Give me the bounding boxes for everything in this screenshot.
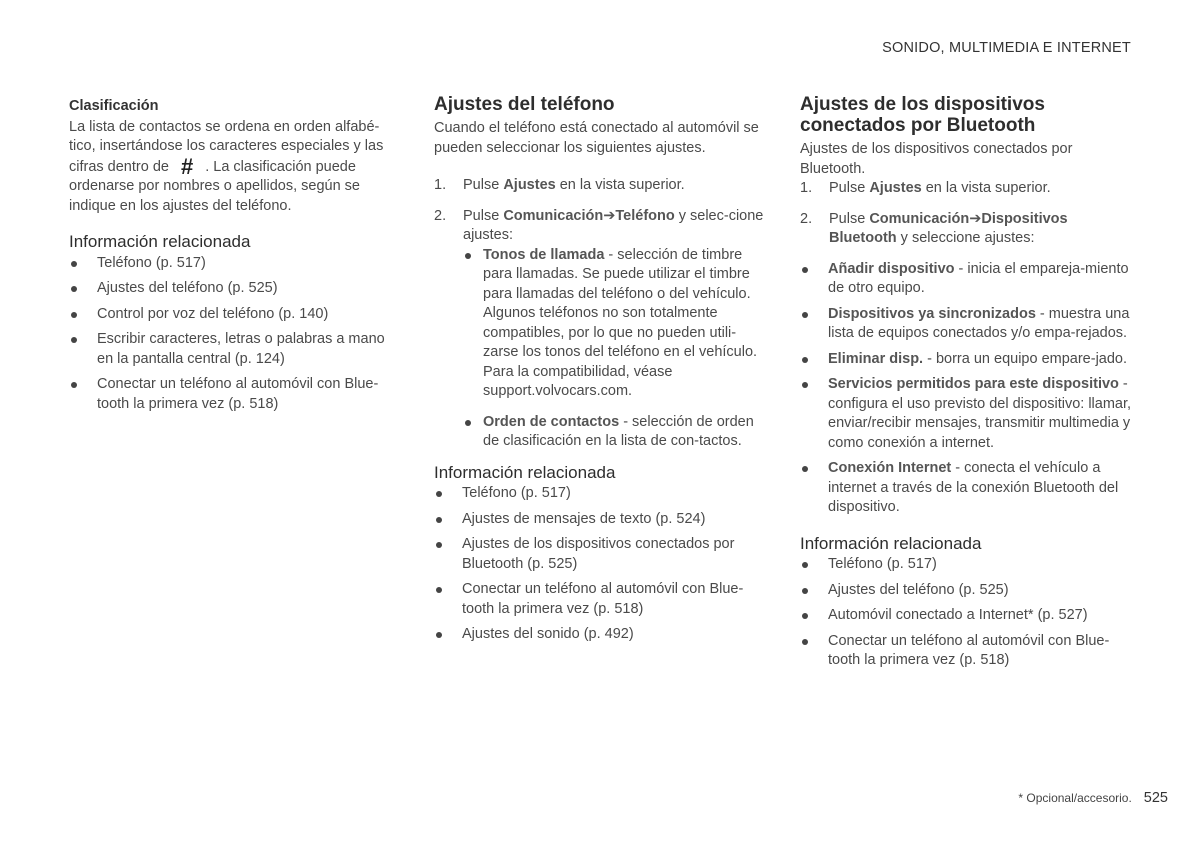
step-text: Pulse — [829, 180, 870, 196]
related-link[interactable]: Ajustes de los dispositivos conectados por Bluetooth (p. 525) — [434, 535, 769, 574]
communication-keyword: Comunicación — [503, 207, 604, 224]
related-link[interactable]: Escribir caracteres, letras o palabras a mano en la pantalla central (p. 124) — [69, 330, 399, 369]
step-number: 2. — [434, 207, 447, 224]
related-heading: Información relacionada — [69, 232, 251, 251]
step-text: Pulse — [829, 210, 870, 227]
bluetooth-settings-steps — [800, 179, 1135, 249]
phone-settings-intro: Cuando el teléfono está conectado al automóvil se pueden seleccionar los siguientes ajustes. — [434, 120, 759, 156]
step-item — [434, 207, 769, 452]
phone-settings-heading: Ajustes del teléfono — [434, 94, 615, 115]
related-link[interactable]: Ajustes del sonido (p. 492) — [434, 625, 769, 645]
phone-keyword: Teléfono — [615, 207, 675, 224]
related-link[interactable]: Teléfono (p. 517) — [800, 555, 1135, 575]
step-item — [800, 210, 1135, 249]
option-keyword: Conexión Internet — [828, 460, 952, 476]
phone-settings-steps — [434, 176, 769, 452]
option-text: - borra un equipo empare-jado. — [923, 350, 1128, 367]
arrow-right-icon: ➔ — [969, 210, 982, 227]
arrow-right-icon: ➔ — [603, 207, 616, 224]
related-link[interactable]: Teléfono (p. 517) — [69, 254, 399, 274]
step-text: en la vista superior. — [921, 180, 1051, 196]
option-text: - inicia el empareja-miento de otro equipo. — [828, 260, 1129, 296]
related-link[interactable]: Ajustes del teléfono (p. 525) — [800, 581, 1135, 601]
related-link[interactable]: Ajustes de mensajes de texto (p. 524) — [434, 510, 769, 530]
step-text: Pulse — [463, 207, 504, 224]
step-text: y selec-cione ajustes: — [463, 207, 764, 243]
communication-keyword: Comunicación — [869, 210, 970, 227]
option-keyword: Tonos de llamada — [483, 246, 605, 263]
column-classification — [69, 94, 399, 420]
related-link[interactable]: Automóvil conectado a Internet* (p. 527) — [800, 606, 1135, 626]
option-keyword: Eliminar disp. — [828, 350, 924, 367]
related-link[interactable]: Conectar un teléfono al automóvil con Blue-tooth la primera vez (p. 518) — [800, 632, 1135, 671]
section-title: SONIDO, MULTIMEDIA E INTERNET — [882, 40, 1131, 56]
option-text: - selección de timbre para llamadas. Se puede utilizar el timbre para llamadas del teléfono o del vehículo. Algunos teléfonos no son totalmente compatibles, por lo que no pueden utili-zarse los tonos del teléfono en el vehículo. Para la compatibilidad, véase support.volvocars.com. — [483, 246, 758, 399]
step-text: y seleccione ajustes: — [896, 230, 1035, 246]
column-bluetooth-settings — [800, 94, 1135, 677]
settings-keyword: Ajustes — [503, 177, 556, 193]
option-item — [463, 413, 769, 452]
option-item — [800, 260, 1135, 299]
phone-options-list — [463, 246, 769, 452]
classification-subhead: Clasificación — [69, 98, 159, 114]
step-number: 1. — [434, 177, 447, 193]
page-number: 525 — [1143, 790, 1168, 806]
related-link[interactable]: Control por voz del teléfono (p. 140) — [69, 305, 399, 325]
related-link[interactable]: Conectar un teléfono al automóvil con Blue-tooth la primera vez (p. 518) — [69, 375, 399, 414]
hash-icon: # — [180, 153, 194, 179]
related-list — [800, 555, 1135, 671]
option-item — [463, 246, 769, 402]
option-text: - muestra una lista de equipos conectados y/o empa-rejados. — [828, 305, 1130, 341]
option-text: - configura el uso previsto del dispositivo: llamar, enviar/recibir mensajes, transmitir multimedia y como conexión a internet. — [828, 376, 1132, 451]
step-item — [434, 176, 769, 196]
step-text: en la vista superior. — [555, 177, 685, 193]
classification-text-b: . La clasificación puede ordenarse por nombres o apellidos, según se indique en los ajustes del teléfono. — [69, 158, 360, 214]
option-item — [800, 305, 1135, 344]
bluetooth-options-list — [800, 260, 1135, 518]
related-link[interactable]: Ajustes del teléfono (p. 525) — [69, 279, 399, 299]
related-link[interactable]: Conectar un teléfono al automóvil con Blue-tooth la primera vez (p. 518) — [434, 580, 769, 619]
step-item — [800, 179, 1135, 199]
footnote: * Opcional/accesorio. — [1018, 791, 1132, 805]
option-item — [800, 459, 1135, 518]
related-heading: Información relacionada — [800, 533, 982, 553]
page-footer — [1018, 790, 1168, 806]
option-keyword: Añadir dispositivo — [828, 260, 955, 277]
related-link[interactable]: Teléfono (p. 517) — [434, 484, 769, 504]
bluetooth-settings-intro: Ajustes de los dispositivos conectados por Bluetooth. — [800, 141, 1073, 177]
classification-text-a: La lista de contactos se ordena en orden alfabé-tico, insertándose los caracteres especiales y las cifras dentro de — [69, 118, 384, 175]
settings-keyword: Ajustes — [869, 180, 922, 196]
option-text: - selección de orden de clasificación en la lista de con-tactos. — [483, 413, 754, 449]
related-list — [434, 484, 769, 645]
option-item — [800, 350, 1135, 370]
step-number: 2. — [800, 210, 813, 227]
classification-paragraph — [69, 118, 399, 217]
option-text: - conecta el vehículo a internet a través de la conexión Bluetooth del dispositivo. — [828, 460, 1119, 515]
option-keyword: Orden de contactos — [483, 413, 620, 430]
option-item — [800, 375, 1135, 453]
option-keyword: Servicios permitidos para este dispositivo — [828, 376, 1119, 392]
bluetooth-settings-heading: Ajustes de los dispositivos conectados por Bluetooth — [800, 94, 1045, 136]
bluetooth-devices-keyword: Dispositivos Bluetooth — [829, 210, 1068, 246]
option-keyword: Dispositivos ya sincronizados — [828, 305, 1036, 322]
related-heading: Información relacionada — [434, 462, 616, 482]
step-text: Pulse — [463, 177, 504, 193]
step-number: 1. — [800, 180, 813, 196]
related-list — [69, 254, 399, 415]
column-phone-settings — [434, 94, 769, 651]
